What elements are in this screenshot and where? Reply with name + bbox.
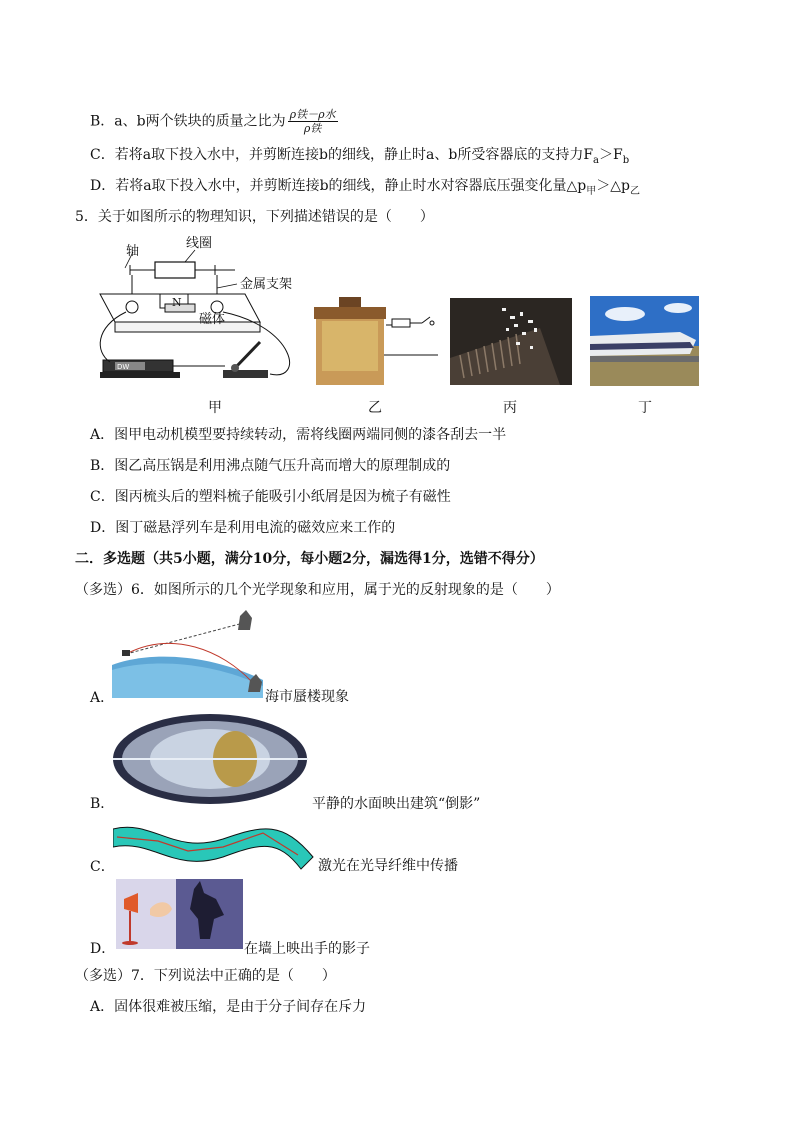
maglev-train-figure: [590, 296, 699, 386]
label-magnet: 磁体: [199, 312, 226, 327]
q6-option-a-letter: A．: [90, 690, 115, 706]
q4-option-d-gt: ＞△p: [596, 178, 630, 194]
q5-option-b: B．图乙高压锅是利用沸点随气压升高而增大的原理制成的: [90, 458, 451, 474]
subscript-b: b: [622, 154, 630, 166]
fraction-denominator: ρ铁: [303, 122, 322, 135]
reflection-figure: [113, 712, 308, 806]
optical-fiber-figure: [113, 815, 316, 873]
q6-stem: （多选）6．如图所示的几个光学现象和应用，属于光的反射现象的是（ ）: [75, 582, 560, 598]
fraction-numerator: ρ铁－ρ水: [289, 108, 336, 121]
caption-jia: 甲: [208, 400, 222, 416]
caption-yi: 乙: [368, 400, 382, 416]
q6-option-d-letter: D．: [90, 941, 116, 957]
hand-shadow-figure: [116, 879, 243, 949]
q6-option-c-text: 激光在光导纤维中传播: [318, 858, 458, 874]
density-fraction: [288, 108, 338, 135]
q7-stem: （多选）7．下列说法中正确的是（ ）: [75, 968, 336, 984]
q5-option-a: A．图甲电动机模型要持续转动，需将线圈两端同侧的漆各刮去一半: [90, 427, 507, 443]
q7-option-a: A．固体很难被压缩，是由于分子间存在斥力: [90, 999, 367, 1015]
label-coil: 线圈: [186, 236, 213, 251]
q6-option-b-letter: B．: [90, 796, 115, 812]
caption-bing: 丙: [503, 400, 517, 416]
subscript-jia: 甲: [586, 185, 597, 197]
q6-option-a-text: 海市蜃楼现象: [265, 689, 349, 705]
pressure-cooker-figure: [314, 295, 442, 385]
section-heading: 二．多选题（共5小题，满分10分，每小题2分，漏选得1分，选错不得分）: [75, 551, 544, 567]
q4-option-c: [90, 146, 629, 170]
q5-stem: 5．关于如图所示的物理知识，下列描述错误的是（ ）: [75, 209, 434, 225]
comb-paper-figure: [450, 298, 572, 385]
label-axle: 轴: [126, 244, 140, 259]
svg-text:DW: DW: [117, 363, 130, 371]
q4-option-d-text: D．若将a取下投入水中，并剪断连接b的细线，静止时水对容器底压强变化量△p: [90, 178, 587, 194]
mirage-figure: [112, 610, 263, 698]
label-n-pole: N: [172, 296, 182, 309]
subscript-yi: 乙: [630, 185, 640, 197]
q4-option-c-text: C．若将a取下投入水中，并剪断连接b的细线，静止时a、b所受容器底的支持力F: [90, 147, 594, 163]
q5-option-d: D．图丁磁悬浮列车是利用电流的磁效应来工作的: [90, 520, 396, 536]
caption-ding: 丁: [638, 400, 652, 416]
q6-option-d-text: 在墙上映出手的影子: [244, 941, 370, 957]
q5-option-c: C．图丙梳头后的塑料梳子能吸引小纸屑是因为梳子有磁性: [90, 489, 451, 505]
q6-option-b-text: 平静的水面映出建筑“倒影”: [312, 796, 481, 812]
q4-option-d: [90, 177, 640, 201]
label-bracket: 金属支架: [240, 277, 293, 292]
q4-option-b-text: B．a、b两个铁块的质量之比为: [90, 113, 286, 130]
q4-option-b: [90, 108, 338, 135]
q4-option-c-gt: ＞F: [599, 147, 623, 163]
q6-option-c-letter: C．: [90, 859, 115, 875]
subscript-a: a: [593, 154, 600, 166]
